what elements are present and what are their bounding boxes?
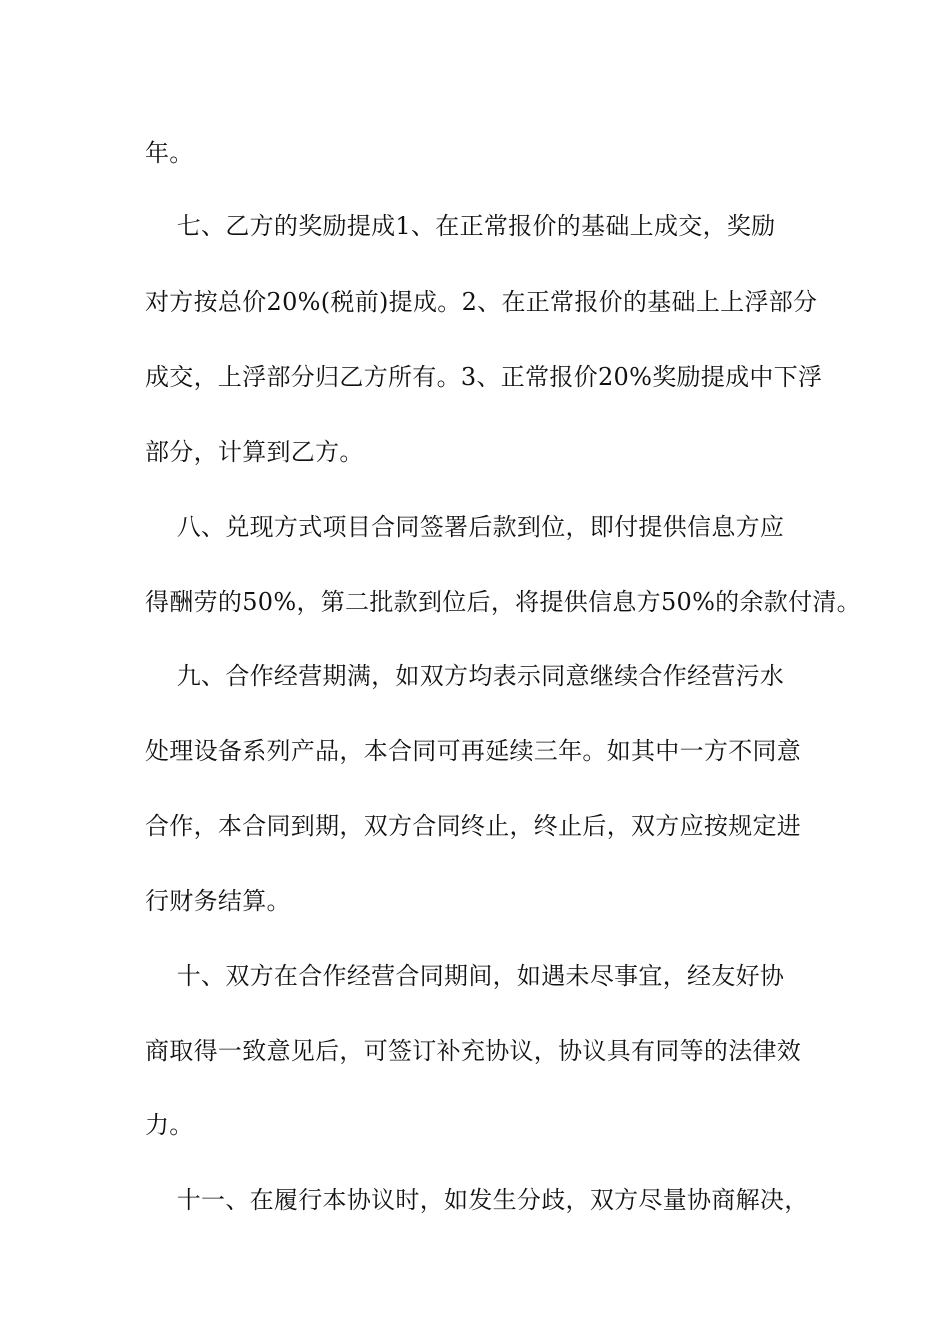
text-line: 十一、在履行本协议时，如发生分歧，双方尽量协商解决， [145, 1186, 809, 1214]
text-line: 对方按总价20%(税前)提成。2、在正常报价的基础上上浮部分 [145, 288, 818, 316]
text-line: 九、合作经营期满，如双方均表示同意继续合作经营污水 [145, 662, 785, 690]
text-line: 七、乙方的奖励提成1、在正常报价的基础上成交，奖励 [145, 212, 776, 240]
text-line: 部分，计算到乙方。 [145, 438, 364, 466]
text-line: 合作，本合同到期，双方合同终止，终止后，双方应按规定进 [145, 812, 802, 840]
text-line: 行财务结算。 [145, 887, 291, 915]
text-line: 得酬劳的50%，第二批款到位后，将提供信息方50%的余款付清。 [145, 588, 861, 616]
text-line: 商取得一致意见后，可签订补充协议，协议具有同等的法律效 [145, 1037, 802, 1065]
text-line: 力。 [145, 1111, 194, 1139]
text-line: 处理设备系列产品，本合同可再延续三年。如其中一方不同意 [145, 737, 802, 765]
text-line: 十、双方在合作经营合同期间，如遇未尽事宜，经友好协 [145, 962, 785, 990]
text-line: 成交，上浮部分归乙方所有。3、正常报价20%奖励提成中下浮 [145, 363, 823, 391]
text-line: 八、兑现方式项目合同签署后款到位，即付提供信息方应 [145, 513, 785, 541]
text-line: 年。 [145, 139, 194, 167]
